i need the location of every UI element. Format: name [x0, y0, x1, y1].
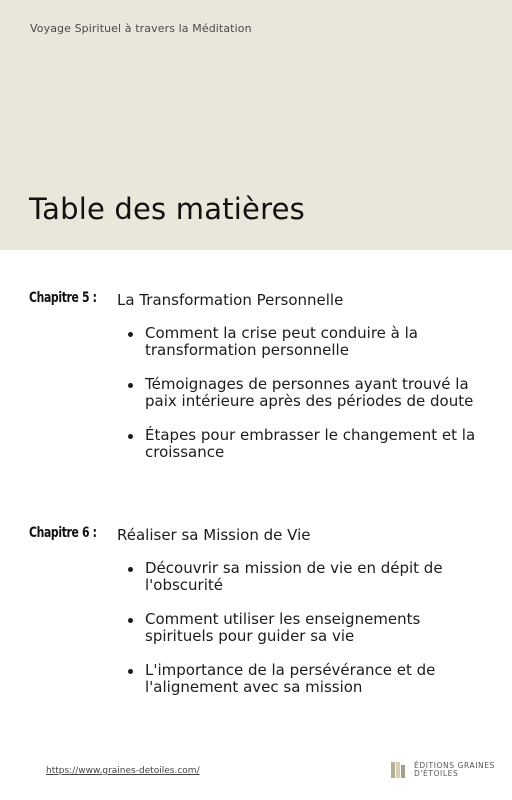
chapter-label: Chapitre 6 : — [29, 525, 97, 541]
chapter-item: Comment la crise peut conduire à la transformation personnelle — [145, 325, 485, 359]
chapter-item: Étapes pour embrasser le changement et la croissance — [145, 427, 485, 461]
publisher-logo — [391, 761, 495, 779]
chapter-item-list — [145, 560, 485, 713]
logo-line-1: ÉDITIONS GRAINES — [414, 761, 495, 770]
header-banner — [0, 0, 512, 250]
chapter-title: Réaliser sa Mission de Vie — [117, 526, 311, 544]
book-stack-icon — [391, 762, 409, 778]
chapter-title: La Transformation Personnelle — [117, 291, 344, 309]
chapter-item: L'importance de la persévérance et de l'alignement avec sa mission — [145, 662, 485, 696]
website-link[interactable]: https://www.graines-detoiles.com/ — [46, 766, 200, 776]
chapter-item-list — [145, 325, 485, 478]
chapter-label: Chapitre 5 : — [29, 290, 97, 306]
logo-line-2: D'ÉTOILES — [414, 769, 459, 778]
page-title: Table des matières — [29, 192, 305, 226]
chapter-item: Comment utiliser les enseignements spirituels pour guider sa vie — [145, 611, 485, 645]
chapter-item: Témoignages de personnes ayant trouvé la paix intérieure après des périodes de doute — [145, 376, 485, 410]
book-title: Voyage Spirituel à travers la Méditation — [30, 22, 252, 35]
chapter-item: Découvrir sa mission de vie en dépit de l'obscurité — [145, 560, 485, 594]
